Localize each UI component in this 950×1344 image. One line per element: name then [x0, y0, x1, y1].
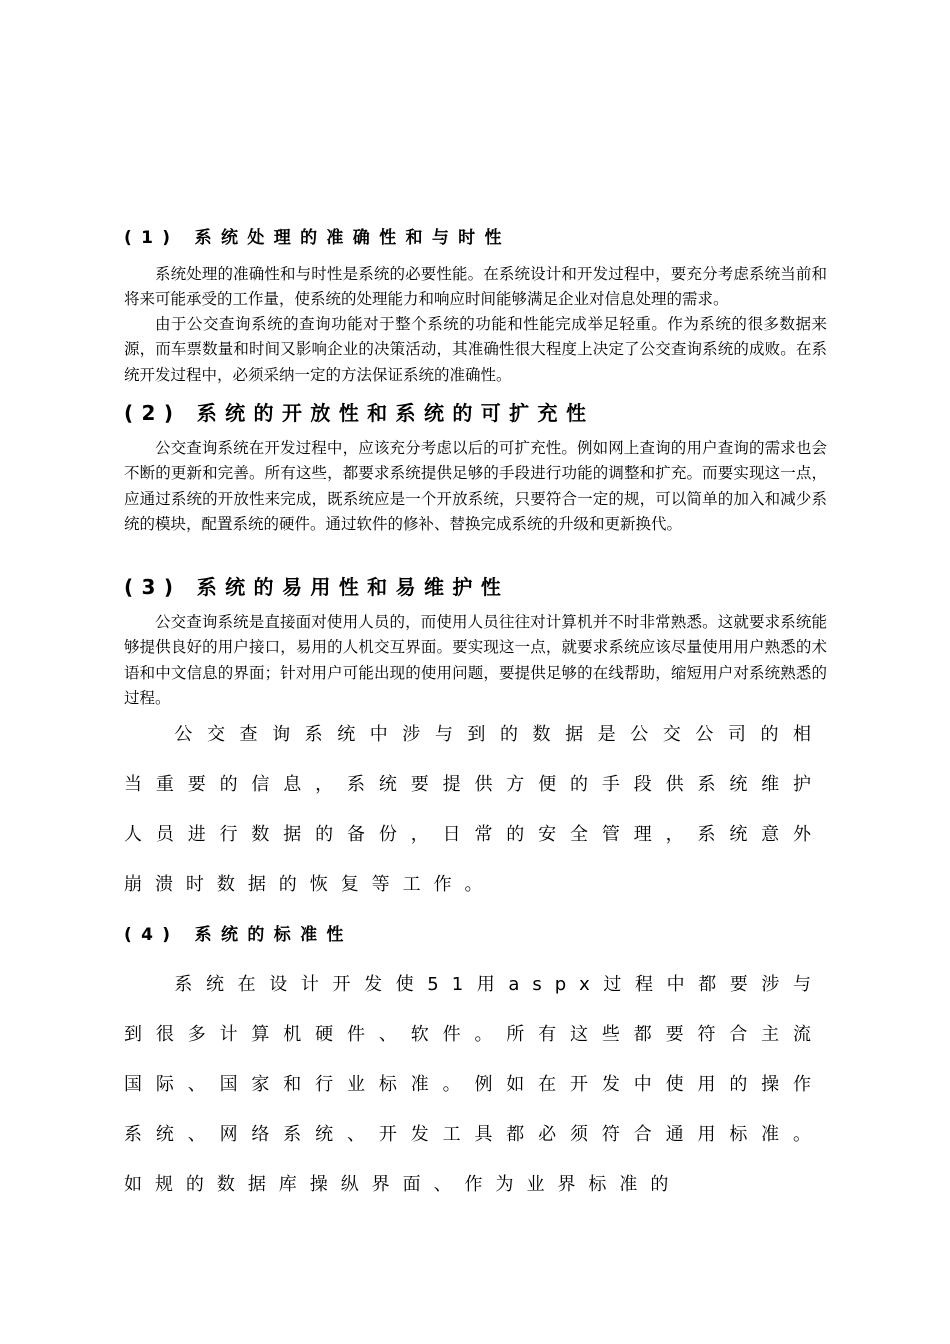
- section-heading-accuracy: (1) 系统处理的准确性和与时性: [124, 228, 511, 248]
- section-heading-usability: (3) 系统的易用性和易维护性: [124, 575, 510, 599]
- paragraph: 系统处理的准确性和与时性是系统的必要性能。在系统设计和开发过程中，要充分考虑系统当前和将来可能承受的工作量，使系统的处理能力和响应时间能够满足企业对信息处理的需求。: [124, 265, 827, 309]
- paragraph-wide-spaced: 系统在设计开发使51用aspx过程中都要涉与到很多计算机硬件、软件。所有这些都要符合主流国际、国家和行业标准。例如在开发中使用的操作系统、网络系统、开发工具都必须符合通用标准。如规的数据库操纵界面、作为业界标准的: [124, 974, 824, 1195]
- paragraph-wide-spaced: 公交查询系统中涉与到的数据是公交公司的相当重要的信息，系统要提供方便的手段供系统维护人员进行数据的备份，日常的安全管理，系统意外崩溃时数据的恢复等工作。: [124, 724, 824, 895]
- paragraph: 公交查询系统在开发过程中，应该充分考虑以后的可扩充性。例如网上查询的用户查询的需求也会不断的更新和完善。所有这些，都要求系统提供足够的手段进行功能的调整和扩充。而要实现这一点，应通过系统的开放性来完成，既系统应是一个开放系统，只要符合一定的规，可以简单的加入和减少系统的模块，配置系统的硬件。通过软件的修补、替换完成系统的升级和更新换代。: [124, 439, 827, 533]
- section-heading-standards: (4) 系统的标准性: [124, 925, 353, 945]
- paragraph: 公交查询系统是直接面对使用人员的，而使用人员往往对计算机并不时非常熟悉。这就要求系统能够提供良好的用户接口，易用的人机交互界面。要实现这一点，就要求系统应该尽量使用用户熟悉的术语和中文信息的界面；针对用户可能出现的使用问题，要提供足够的在线帮助，缩短用户对系统熟悉的过程。: [124, 613, 827, 707]
- paragraph: 由于公交查询系统的查询功能对于整个系统的功能和性能完成举足轻重。作为系统的很多数据来源，而车票数量和时间又影响企业的决策活动，其准确性很大程度上决定了公交查询系统的成败。在系统开发过程中，必须采纳一定的方法保证系统的准确性。: [124, 315, 827, 384]
- section-heading-openness: (2) 系统的开放性和系统的可扩充性: [124, 401, 595, 425]
